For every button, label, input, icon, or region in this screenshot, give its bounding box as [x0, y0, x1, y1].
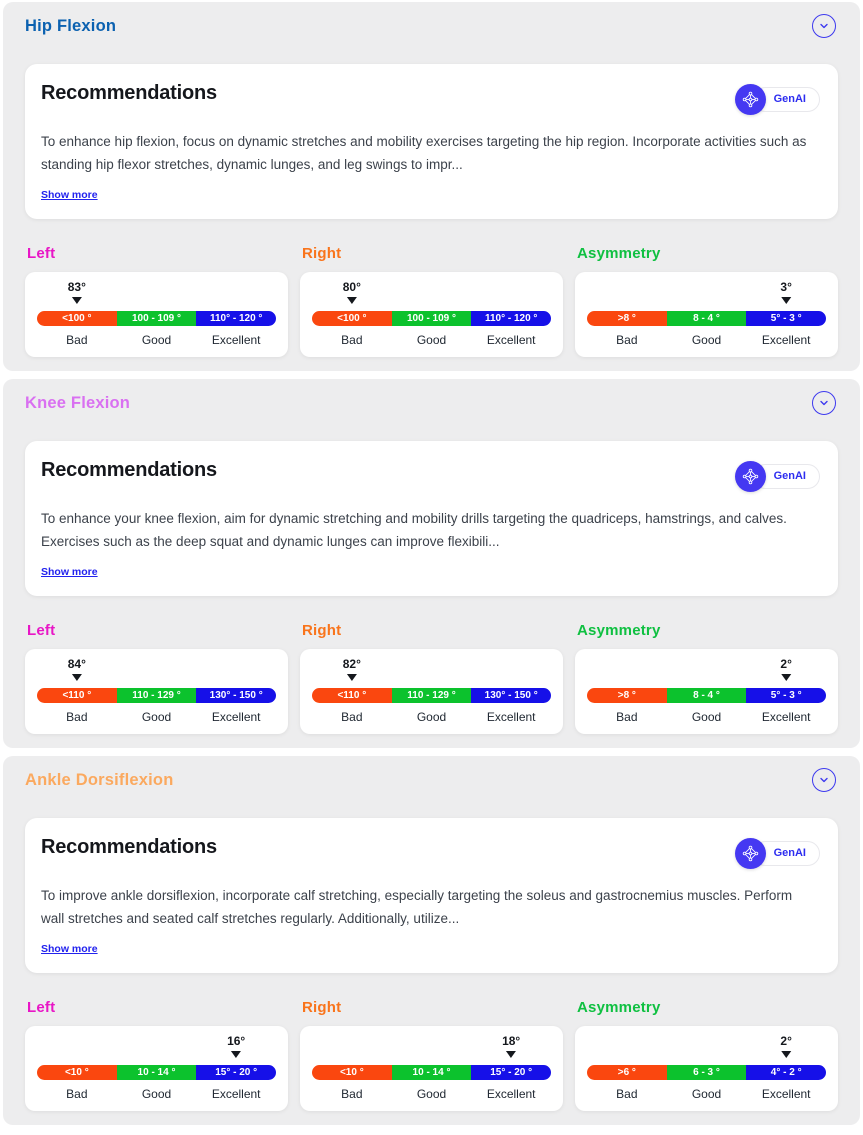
pointer-arrow-icon: [72, 297, 82, 304]
range-segment-excellent: 130° - 150 °: [471, 688, 551, 703]
gauge-column: [25, 622, 288, 734]
range-bar: [312, 311, 551, 326]
assessment-section: [3, 379, 860, 748]
range-segment-good: 8 - 4 °: [667, 311, 747, 326]
range-segment-bad: <10 °: [37, 1065, 117, 1080]
collapse-button[interactable]: [812, 768, 836, 792]
genai-label: GenAI: [753, 87, 820, 112]
quality-label-excellent: Excellent: [486, 333, 536, 348]
gauge-column: [25, 999, 288, 1111]
gauge-column: [300, 999, 563, 1111]
quality-label-excellent: Excellent: [211, 1087, 261, 1102]
gauge-label: Left: [27, 245, 56, 263]
gauge-column: [575, 999, 838, 1111]
pointer-arrow-icon: [347, 297, 357, 304]
genai-badge: [735, 84, 820, 115]
quality-labels: [312, 333, 551, 347]
section-header: [25, 389, 838, 415]
section-header: [25, 12, 838, 38]
gauge-pointer-area: [587, 280, 826, 311]
quality-label-good: Good: [416, 333, 447, 348]
range-segment-good: 10 - 14 °: [117, 1065, 197, 1080]
genai-label: GenAI: [753, 841, 820, 866]
gauge-value: 80°: [342, 280, 361, 295]
range-bar: [587, 1065, 826, 1080]
gauge-pointer-area: [312, 280, 551, 311]
gauge-label: Asymmetry: [577, 622, 661, 640]
quality-label-bad: Bad: [616, 710, 638, 725]
range-segment-excellent: 4° - 2 °: [746, 1065, 826, 1080]
recommendations-card: [25, 818, 838, 973]
gauge-pointer-area: [587, 657, 826, 688]
quality-label-excellent: Excellent: [761, 710, 811, 725]
assessment-section: [3, 2, 860, 371]
quality-label-bad: Bad: [341, 333, 363, 348]
gauges-row: [25, 999, 838, 1111]
range-segment-excellent: 5° - 3 °: [746, 311, 826, 326]
gauge-card: [300, 1026, 563, 1111]
gauge-column: [300, 245, 563, 357]
quality-label-good: Good: [141, 1087, 172, 1102]
gauge-value: 2°: [780, 1034, 792, 1049]
recommendations-header: [41, 836, 822, 869]
range-segment-good: 8 - 4 °: [667, 688, 747, 703]
recommendations-header: [41, 459, 822, 492]
quality-label-good: Good: [141, 333, 172, 348]
range-bar: [587, 688, 826, 703]
quality-label-bad: Bad: [341, 710, 363, 725]
range-segment-good: 6 - 3 °: [667, 1065, 747, 1080]
quality-label-good: Good: [416, 710, 447, 725]
range-segment-bad: >8 °: [587, 311, 667, 326]
show-more-link[interactable]: Show more: [41, 189, 98, 202]
recommendations-header: [41, 82, 822, 115]
gauge-pointer: [502, 1034, 520, 1058]
range-segment-excellent: 15° - 20 °: [471, 1065, 551, 1080]
range-bar: [312, 688, 551, 703]
range-segment-excellent: 110° - 120 °: [196, 311, 276, 326]
range-segment-good: 10 - 14 °: [392, 1065, 472, 1080]
gauge-value: 18°: [502, 1034, 521, 1049]
section-title: Knee Flexion: [25, 393, 131, 412]
gauge-column: [575, 622, 838, 734]
genai-network-icon: [735, 84, 766, 115]
range-bar: [312, 1065, 551, 1080]
gauge-label: Asymmetry: [577, 245, 661, 263]
quality-label-good: Good: [691, 1087, 722, 1102]
range-bar: [587, 311, 826, 326]
chevron-down-icon: [818, 774, 830, 786]
pointer-arrow-icon: [347, 674, 357, 681]
quality-label-excellent: Excellent: [486, 1087, 536, 1102]
quality-label-excellent: Excellent: [761, 333, 811, 348]
quality-label-bad: Bad: [66, 710, 88, 725]
quality-label-bad: Bad: [66, 333, 88, 348]
gauge-card: [300, 649, 563, 734]
range-segment-bad: >8 °: [587, 688, 667, 703]
gauge-card: [575, 649, 838, 734]
quality-labels: [587, 1087, 826, 1101]
gauge-value: 84°: [67, 657, 86, 672]
gauges-row: [25, 622, 838, 734]
gauge-pointer: [343, 657, 361, 681]
genai-network-icon: [735, 461, 766, 492]
pointer-arrow-icon: [781, 1051, 791, 1058]
recommendation-text: To improve ankle dorsiflexion, incorporate calf stretching, especially targeting the soleus and gastrocnemius muscles. Perform wall stretches and seated calf stretches regularly. Additionally, utilize...: [41, 888, 793, 926]
range-bar: [37, 1065, 276, 1080]
gauge-pointer: [68, 280, 86, 304]
gauge-pointer-area: [37, 1034, 276, 1065]
quality-labels: [312, 1087, 551, 1101]
gauge-card: [575, 1026, 838, 1111]
pointer-arrow-icon: [781, 297, 791, 304]
quality-labels: [37, 1087, 276, 1101]
gauge-column: [300, 622, 563, 734]
gauge-label: Left: [27, 622, 56, 640]
quality-label-good: Good: [691, 710, 722, 725]
gauge-value: 3°: [780, 280, 792, 295]
quality-labels: [37, 710, 276, 724]
genai-badge: [735, 461, 820, 492]
recommendation-text: To enhance your knee flexion, aim for dynamic stretching and mobility drills targeting the quadriceps, hamstrings, and calves. Exercises such as the deep squat and dynamic lunges can improve flexibili...: [41, 511, 787, 549]
range-bar: [37, 311, 276, 326]
genai-label: GenAI: [753, 464, 820, 489]
range-segment-good: 110 - 129 °: [117, 688, 197, 703]
pointer-arrow-icon: [72, 674, 82, 681]
show-more-link[interactable]: Show more: [41, 566, 98, 579]
range-segment-bad: <100 °: [37, 311, 117, 326]
gauge-label: Right: [302, 245, 342, 263]
quality-label-excellent: Excellent: [211, 710, 261, 725]
collapse-button[interactable]: [812, 391, 836, 415]
quality-labels: [587, 710, 826, 724]
pointer-arrow-icon: [781, 674, 791, 681]
gauge-value: 82°: [342, 657, 361, 672]
range-segment-good: 110 - 129 °: [392, 688, 472, 703]
assessment-sections: [3, 2, 860, 1125]
collapse-button[interactable]: [812, 14, 836, 38]
recommendations-title: Recommendations: [41, 82, 217, 104]
range-segment-bad: <10 °: [312, 1065, 392, 1080]
gauge-label: Asymmetry: [577, 999, 661, 1017]
genai-badge: [735, 838, 820, 869]
gauge-column: [25, 245, 288, 357]
range-segment-bad: <110 °: [37, 688, 117, 703]
gauges-row: [25, 245, 838, 357]
quality-label-bad: Bad: [616, 333, 638, 348]
gauge-pointer: [227, 1034, 245, 1058]
gauge-pointer-area: [37, 280, 276, 311]
gauge-pointer: [68, 657, 86, 681]
recommendations-card: [25, 64, 838, 219]
gauge-pointer-area: [312, 657, 551, 688]
gauge-label: Left: [27, 999, 56, 1017]
range-segment-bad: <100 °: [312, 311, 392, 326]
range-segment-bad: <110 °: [312, 688, 392, 703]
quality-label-bad: Bad: [616, 1087, 638, 1102]
range-segment-excellent: 5° - 3 °: [746, 688, 826, 703]
section-title: Hip Flexion: [25, 16, 117, 35]
quality-label-good: Good: [141, 710, 172, 725]
recommendations-title: Recommendations: [41, 459, 217, 482]
pointer-arrow-icon: [231, 1051, 241, 1058]
assessment-section: [3, 756, 860, 1125]
genai-network-icon: [735, 838, 766, 869]
quality-label-good: Good: [691, 333, 722, 348]
recommendations-title: Recommendations: [41, 836, 217, 859]
range-segment-good: 100 - 109 °: [117, 311, 197, 326]
range-bar: [37, 688, 276, 703]
range-segment-excellent: 130° - 150 °: [196, 688, 276, 703]
section-header: [25, 766, 838, 792]
gauge-card: [300, 272, 563, 357]
quality-label-good: Good: [416, 1087, 447, 1102]
quality-label-bad: Bad: [341, 1087, 363, 1102]
quality-label-bad: Bad: [66, 1087, 88, 1102]
quality-labels: [587, 333, 826, 347]
gauge-value: 83°: [67, 280, 86, 295]
section-title: Ankle Dorsiflexion: [25, 770, 174, 789]
quality-label-excellent: Excellent: [761, 1087, 811, 1102]
range-segment-good: 100 - 109 °: [392, 311, 472, 326]
show-more-link[interactable]: Show more: [41, 943, 98, 956]
chevron-down-icon: [818, 20, 830, 32]
quality-labels: [312, 710, 551, 724]
range-segment-excellent: 110° - 120 °: [471, 311, 551, 326]
gauge-value: 16°: [227, 1034, 246, 1049]
gauge-pointer: [343, 280, 361, 304]
gauge-pointer-area: [312, 1034, 551, 1065]
gauge-value: 2°: [780, 657, 792, 672]
gauge-card: [575, 272, 838, 357]
gauge-card: [25, 1026, 288, 1111]
gauge-card: [25, 272, 288, 357]
gauge-card: [25, 649, 288, 734]
range-segment-bad: >6 °: [587, 1065, 667, 1080]
gauge-label: Right: [302, 622, 342, 640]
gauge-pointer: [780, 280, 791, 304]
chevron-down-icon: [818, 397, 830, 409]
gauge-column: [575, 245, 838, 357]
pointer-arrow-icon: [506, 1051, 516, 1058]
quality-labels: [37, 333, 276, 347]
quality-label-excellent: Excellent: [211, 333, 261, 348]
range-segment-excellent: 15° - 20 °: [196, 1065, 276, 1080]
gauge-pointer: [780, 1034, 791, 1058]
gauge-pointer-area: [37, 657, 276, 688]
gauge-label: Right: [302, 999, 342, 1017]
gauge-pointer: [780, 657, 791, 681]
recommendations-card: [25, 441, 838, 596]
quality-label-excellent: Excellent: [486, 710, 536, 725]
gauge-pointer-area: [587, 1034, 826, 1065]
recommendation-text: To enhance hip flexion, focus on dynamic stretches and mobility exercises targeting the hip region. Incorporate activities such as standing hip flexor stretches, dynamic lunges, and leg swings to impr...: [41, 134, 807, 172]
